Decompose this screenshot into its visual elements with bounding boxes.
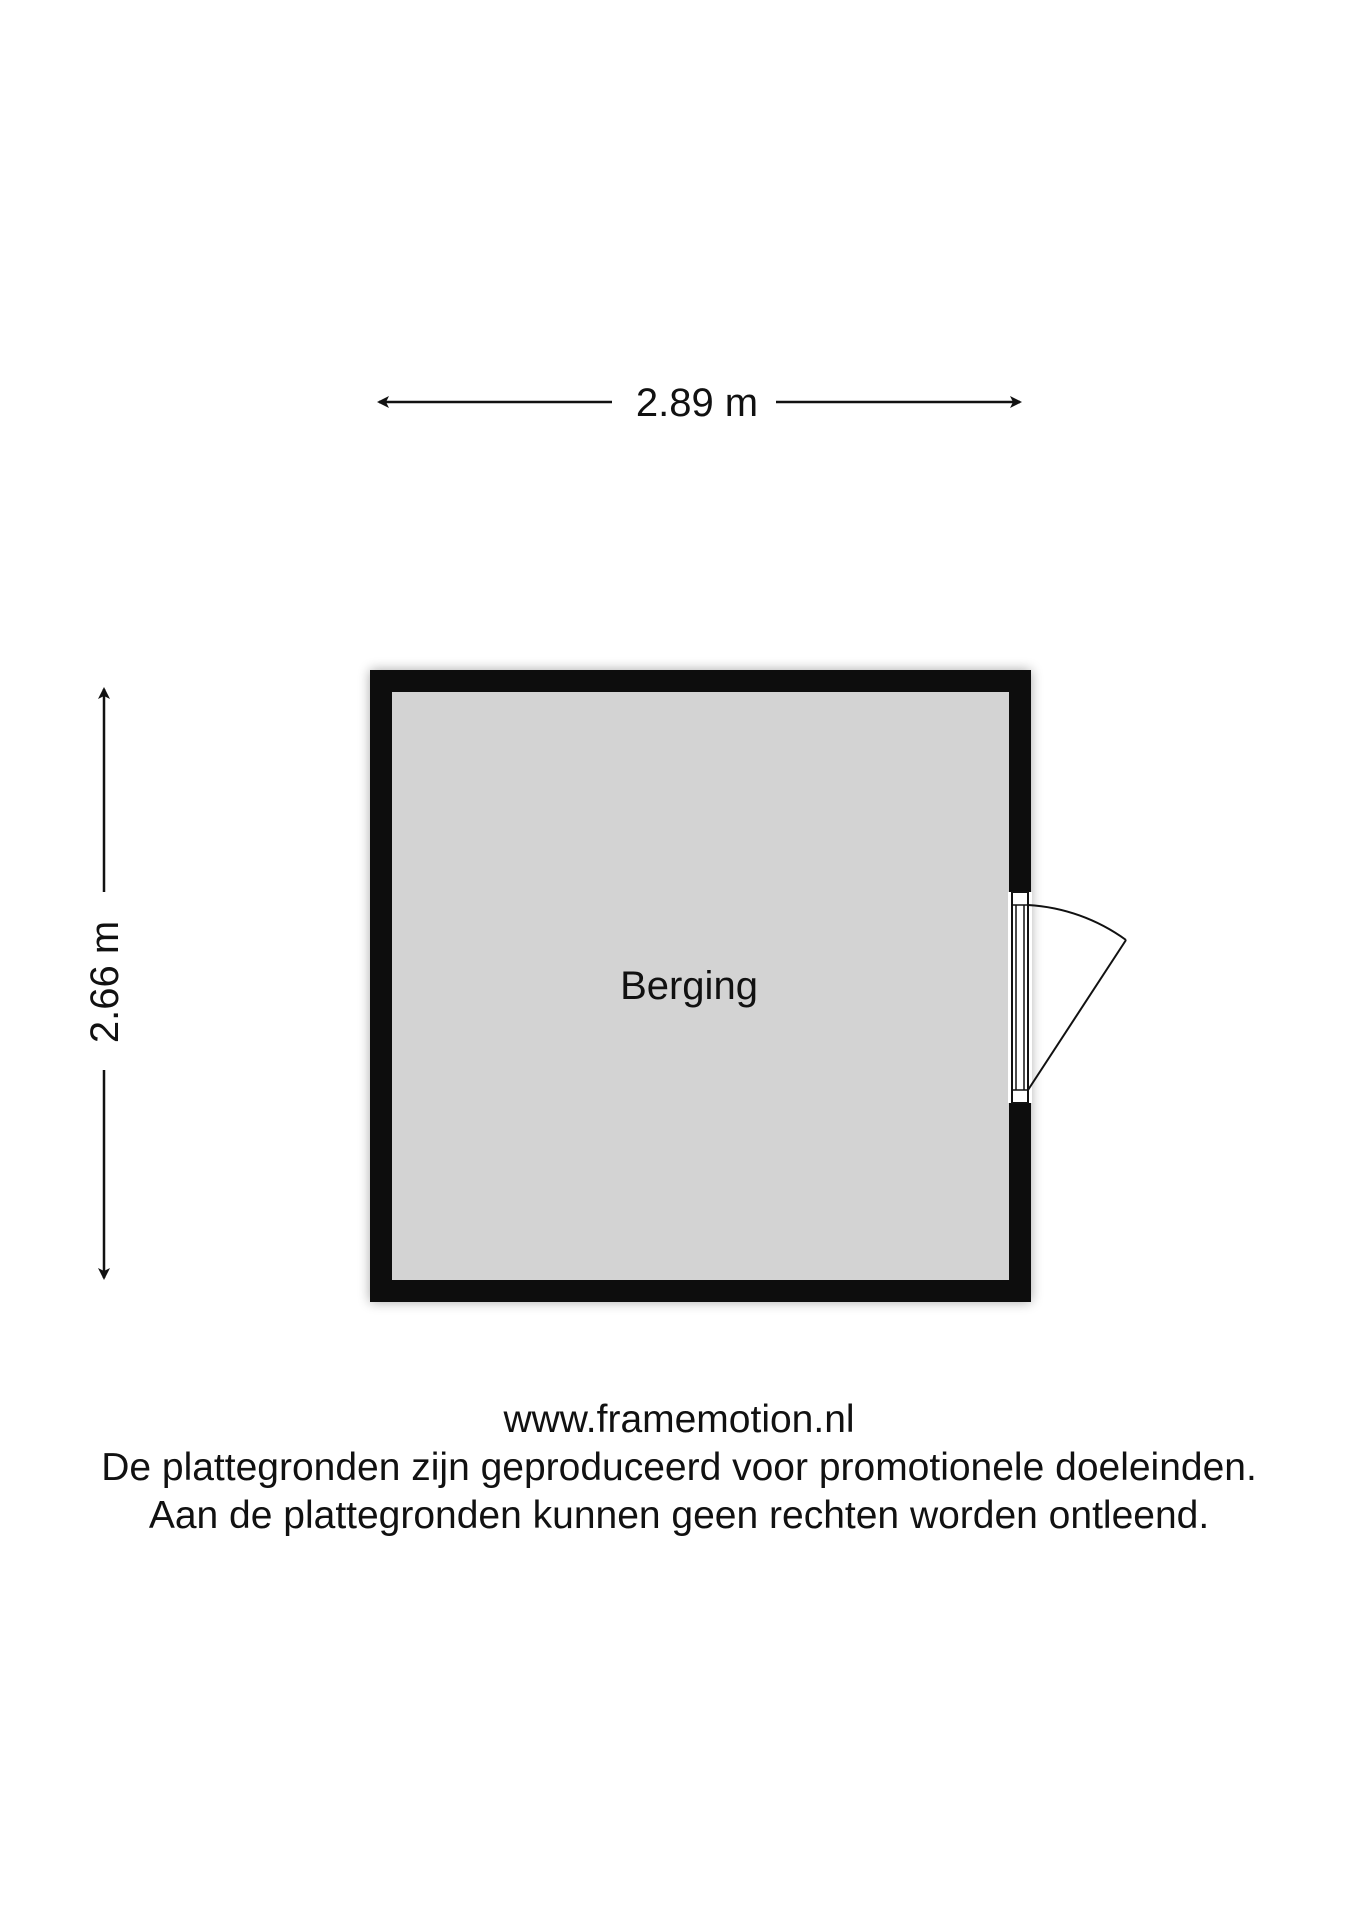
footer-disclaimer-line2: Aan de plattegronden kunnen geen rechten worden ontleend.: [148, 1494, 1210, 1537]
height-dimension-label: 2.66 m: [83, 920, 127, 1044]
footer-website: www.framemotion.nl: [503, 1398, 855, 1441]
door-leaf: [1028, 940, 1126, 1090]
width-dimension: [379, 381, 1020, 425]
footer-disclaimer-line1: De plattegronden zijn geproduceerd voor promotionele doeleinden.: [101, 1446, 1257, 1489]
room-label: Berging: [620, 964, 758, 1008]
door-swing-arc: [1028, 905, 1126, 940]
door: [1008, 892, 1126, 1103]
width-dimension-label: 2.89 m: [635, 381, 759, 425]
door-frame: [1012, 892, 1028, 1103]
height-dimension: [83, 689, 127, 1278]
